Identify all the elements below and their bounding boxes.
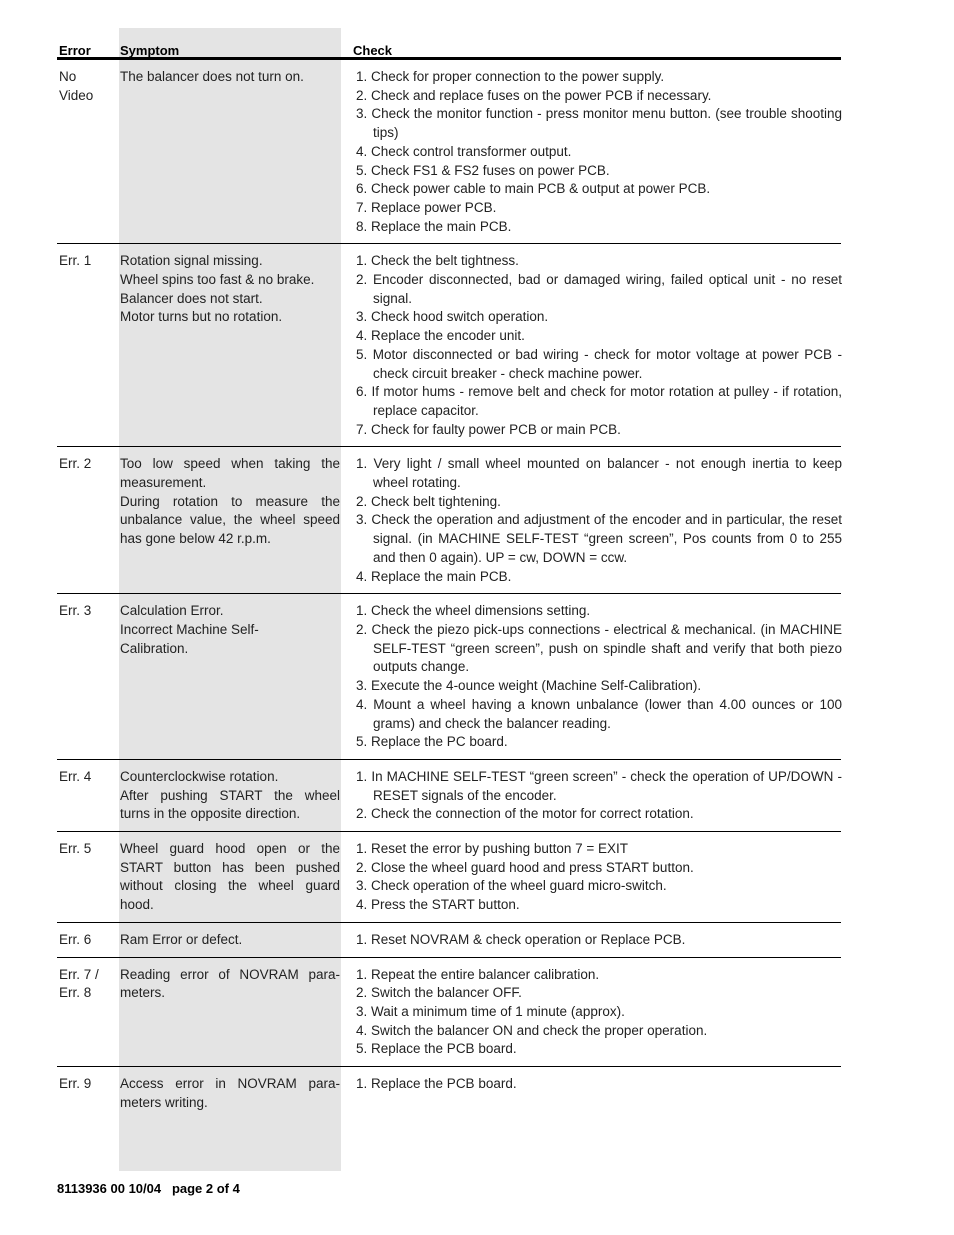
error-code-line: Err. 6 [59,931,92,947]
table-row [57,958,841,1068]
symptom-cell [120,1075,342,1112]
check-step: 4. Check control transformer output. [356,143,572,159]
error-code-line: No [59,69,77,84]
error-code [57,455,120,586]
check-step: 2. Close the wheel guard hood and press START button. [356,859,694,875]
check-step: 3. Execute the 4-ounce weight (Machine Self-Calibration). [356,678,702,694]
error-code-line: Err. 1 [59,253,92,269]
check-list [356,252,842,439]
symptom-cell [120,840,342,915]
check-list [356,602,842,752]
table-row [57,60,841,244]
symptom-cell [120,602,342,752]
check-step: 2. Switch the balancer OFF. [356,985,522,1001]
page-footer: 8113936 00 10/04 page 2 of 4 [57,1181,240,1196]
error-code [57,602,120,752]
symptom-cell [120,68,342,236]
check-list [356,68,842,236]
symptom-line: During rotation to measure the unbalance value, the wheel speed has gone below 42 r.p.m. [120,493,340,547]
check-step: 5. Motor disconnected or bad wiring - check for motor voltage at power PCB - check circuit breaker - check machine power. [356,346,842,381]
symptom-line: Rotation signal missing. [120,253,263,269]
check-step: 1. Reset the error by pushing button 7 = EXIT [356,841,629,857]
troubleshooting-table [57,42,841,1119]
symptom-line: Reading error of NOVRAM para-meters. [120,966,340,1001]
check-step: 1. Very light / small wheel mounted on balancer - not enough inertia to keep wheel rotating. [356,456,842,491]
check-step: 7. Replace power PCB. [356,199,497,215]
check-cell [356,966,842,1060]
symptom-line: After pushing START the wheel turns in the opposite direction. [120,787,340,822]
symptom-line: Calibration. [120,640,189,656]
table-row [57,594,841,760]
symptom-line: The balancer does not turn on. [120,69,304,84]
check-step: 6. If motor hums - remove belt and check for motor rotation at pulley - if rotation, replace capacitor. [356,384,842,418]
symptom-cell [120,455,342,586]
check-step: 2. Check and replace fuses on the power PCB if necessary. [356,87,712,103]
symptom-line: Counterclockwise rotation. [120,768,279,784]
table-row [57,760,841,832]
table-row [57,447,841,594]
table-row [57,1067,841,1119]
check-step: 1. In MACHINE SELF-TEST “green screen” - check the operation of UP/DOWN - RESET signals of the encoder. [356,768,842,803]
check-step: 1. Replace the PCB board. [356,1076,517,1092]
symptom-line: Wheel guard hood open or the START button has been pushed without closing the wheel guard hood. [120,841,340,913]
error-code-line: Err. 8 [59,985,92,1001]
check-cell [356,68,842,236]
error-code [57,68,120,236]
symptom-line: Incorrect Machine Self- [120,621,259,637]
symptom-line: Access error in NOVRAM para-meters writing. [120,1076,340,1110]
symptom-line: Motor turns but no rotation. [120,309,283,325]
table-row [57,244,841,447]
check-cell [356,602,842,752]
check-list [356,966,842,1060]
error-code-line: Err. 3 [59,603,92,619]
check-step: 4. Switch the balancer ON and check the proper operation. [356,1022,708,1038]
header-check: Check [353,43,393,58]
check-step: 6. Check power cable to main PCB & output at power PCB. [356,181,711,197]
table-row [57,832,841,923]
check-step: 2. Encoder disconnected, bad or damaged wiring, failed optical unit - no reset signal. [356,272,842,306]
error-code [57,252,120,439]
check-cell [356,931,842,950]
check-step: 2. Check the piezo pick-ups connections - electrical & mechanical. (in MACHINE SELF-TEST “green screen”, push on spindle shaft and verify that both piezo outputs change. [356,621,842,675]
check-cell [356,768,842,824]
error-code-line: Err. 9 [59,1076,92,1092]
symptom-cell [120,931,342,950]
check-list [356,768,842,824]
error-code-line: Err. 2 [59,456,92,472]
check-step: 4. Mount a wheel having a known unbalance (lower than 4.00 ounces or 100 grams) and check the balancer reading. [356,696,842,731]
check-step: 1. Reset NOVRAM & check operation or Replace PCB. [356,931,686,947]
symptom-line: Calculation Error. [120,603,224,619]
check-step: 4. Replace the encoder unit. [356,328,525,344]
check-list [356,1075,842,1094]
header-error: Error [59,43,91,58]
symptom-line: Balancer does not start. [120,290,263,306]
check-step: 2. Check belt tightening. [356,493,501,509]
error-code-line: Err. 4 [59,768,92,784]
check-step: 4. Replace the main PCB. [356,568,512,584]
check-step: 1. Repeat the entire balancer calibration. [356,966,600,982]
table-header [57,42,841,60]
check-cell [356,252,842,439]
check-list [356,840,842,915]
error-code-line: Err. 7 / [59,966,99,982]
check-step: 3. Check operation of the wheel guard micro-switch. [356,878,667,894]
symptom-line: Too low speed when taking the measurement. [120,456,340,491]
error-code-line: Err. 5 [59,841,92,857]
error-code [57,840,120,915]
symptom-cell [120,768,342,824]
check-step: 8. Replace the main PCB. [356,218,512,234]
check-step: 4. Press the START button. [356,897,520,913]
check-step: 3. Check hood switch operation. [356,309,549,325]
check-list [356,455,842,586]
table-body [57,60,841,1119]
check-step: 5. Check FS1 & FS2 fuses on power PCB. [356,162,610,178]
check-step: 3. Check the monitor function - press monitor menu button. (see trouble shooting tips) [356,106,842,141]
check-cell [356,840,842,915]
symptom-cell [120,252,342,439]
check-step: 3. Check the operation and adjustment of the encoder and in particular, the reset signal. (in MACHINE SELF-TEST “green screen”, Pos counts from 0 to 255 and then 0 again). UP = cw, DOWN = ccw. [356,512,842,565]
symptom-line: Ram Error or defect. [120,931,243,947]
check-cell [356,455,842,586]
table-row [57,923,841,958]
check-step: 1. Check the belt tightness. [356,253,519,269]
error-code [57,966,120,1060]
check-step: 1. Check the wheel dimensions setting. [356,603,591,619]
error-code [57,768,120,824]
check-step: 5. Replace the PC board. [356,734,508,750]
error-code-line: Video [59,87,94,103]
check-list [356,931,842,950]
error-code [57,931,120,950]
check-step: 1. Check for proper connection to the power supply. [356,69,665,84]
symptom-line: Wheel spins too fast & no brake. [120,272,315,288]
check-step: 5. Replace the PCB board. [356,1041,517,1057]
check-step: 2. Check the connection of the motor for correct rotation. [356,806,694,822]
check-step: 3. Wait a minimum time of 1 minute (approx). [356,1003,625,1019]
symptom-cell [120,966,342,1060]
error-code [57,1075,120,1112]
check-step: 7. Check for faulty power PCB or main PCB. [356,421,621,437]
check-cell [356,1075,842,1112]
header-symptom: Symptom [120,43,180,58]
